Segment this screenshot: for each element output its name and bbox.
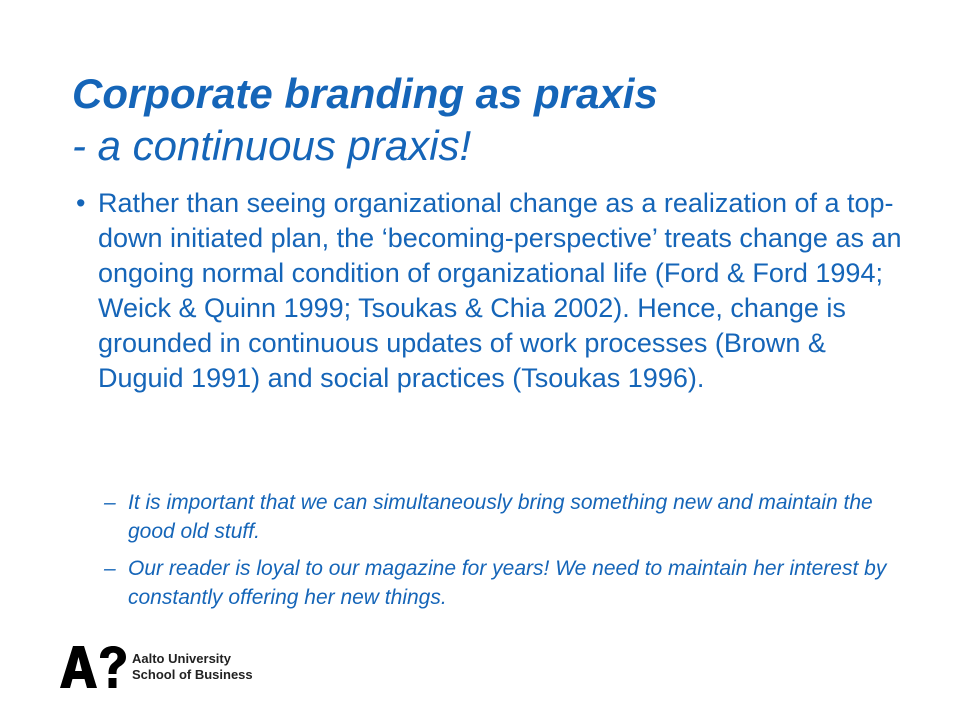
logo-text [132,651,253,683]
bullet-text: Rather than seeing organizational change as a realization of a top-down initiated plan, the ‘becoming-perspective’ treats change as an ongoing normal condition of organizational life (Ford & Ford 1994; Weick & Quinn 1999; Tsoukas & Chia 2002). Hence, change is grounded in continuous updates of work processes (Brown & Duguid 1991) and social practices (Tsoukas 1996). [98,188,902,393]
title-subtitle: - a continuous praxis! [72,122,472,169]
aalto-logo [60,646,320,688]
sub-bullet-text: It is important that we can simultaneously bring something new and maintain the good old stuff. [128,491,873,543]
title-main: Corporate branding as praxis [72,70,658,117]
bullet-marker: • [76,188,86,218]
sub-bullet-item [104,488,904,546]
logo-university: Aalto University [132,651,231,666]
sub-bullet-marker: – [104,557,116,580]
slide-title [72,68,932,172]
sub-bullet-list [104,488,904,620]
sub-bullet-marker: – [104,491,116,514]
main-bullet [76,186,906,396]
sub-bullet-text: Our reader is loyal to our magazine for years! We need to maintain her interest by constantly offering her new things. [128,557,887,609]
sub-bullet-item [104,554,904,612]
logo-school: School of Business [132,667,253,682]
aalto-logo-icon [60,646,126,688]
